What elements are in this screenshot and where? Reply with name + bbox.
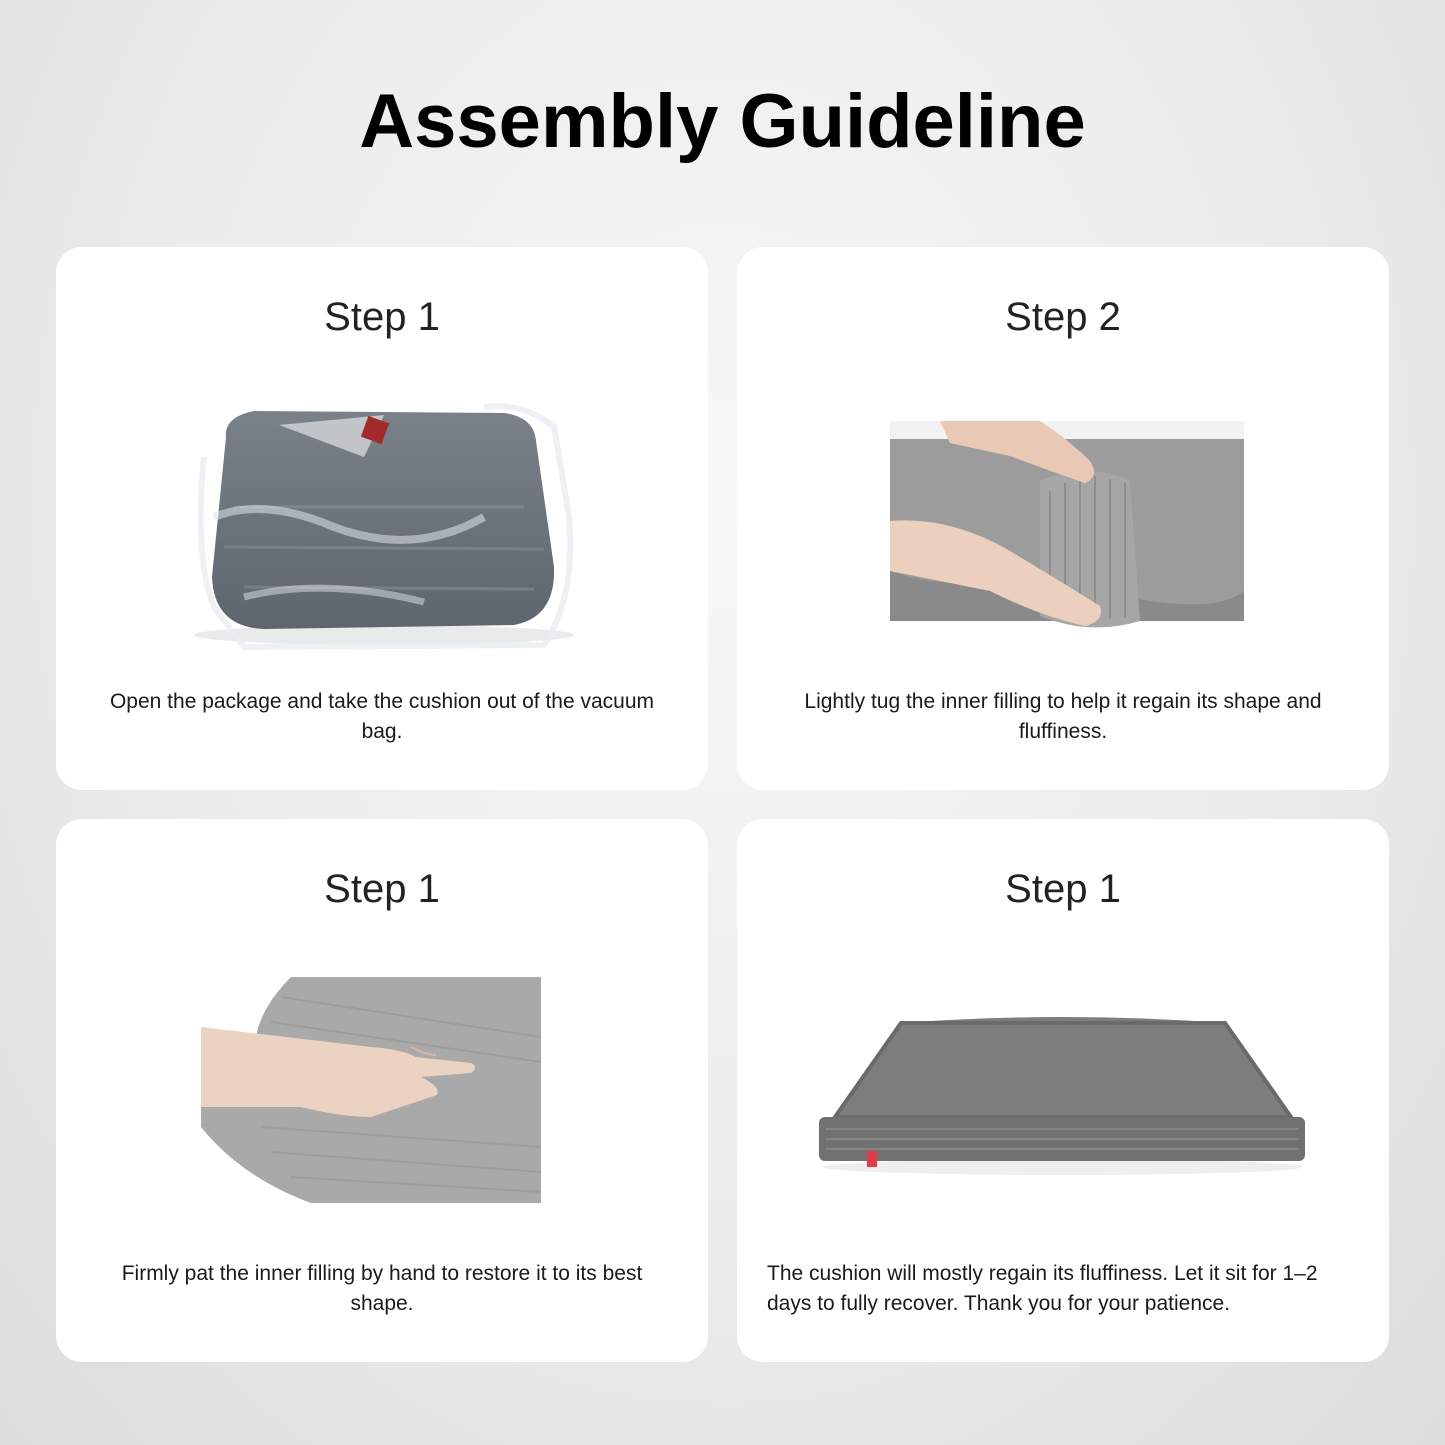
vacuum-bag-image	[184, 397, 584, 657]
page-title: Assembly Guideline	[359, 79, 1086, 164]
step-description: Lightly tug the inner filling to help it regain its shape and fluffiness.	[804, 690, 1322, 743]
step-label: Step 1	[324, 295, 440, 339]
step-label: Step 2	[1005, 295, 1121, 339]
step-card-3	[56, 819, 708, 1362]
step-card-4	[737, 819, 1389, 1362]
step-description: The cushion will mostly regain its fluffiness. Let it sit for 1–2 days to fully recover. Thank you for your patience.	[767, 1262, 1318, 1315]
step-description: Firmly pat the inner filling by hand to restore it to its best shape.	[121, 1262, 643, 1315]
step-description: Open the package and take the cushion out of the vacuum bag.	[109, 690, 655, 743]
patting-cushion-image	[201, 977, 541, 1203]
step-label: Step 1	[1005, 867, 1121, 911]
tugging-filling-image	[890, 421, 1244, 639]
step-label: Step 1	[324, 867, 440, 911]
step-card-2	[737, 247, 1389, 790]
step-card-1	[56, 247, 708, 790]
restored-cushion-image	[815, 1017, 1311, 1177]
